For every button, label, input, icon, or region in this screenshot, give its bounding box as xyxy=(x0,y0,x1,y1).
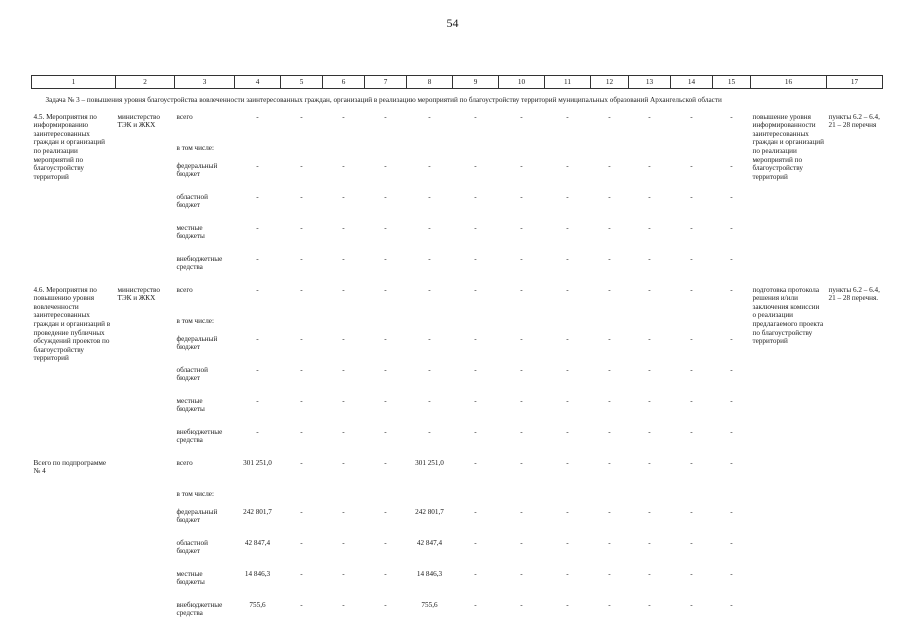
value-cell: - xyxy=(690,427,693,436)
value-cell: - xyxy=(608,223,611,232)
value-cell: 301 251,0 xyxy=(243,458,272,467)
value-cell xyxy=(453,317,499,335)
value-cell: - xyxy=(428,112,431,121)
value-cell: - xyxy=(730,569,733,578)
value-cell: - xyxy=(342,161,345,170)
value-cell: - xyxy=(342,538,345,547)
funding-source: федеральный бюджет xyxy=(176,507,218,525)
value-cell: - xyxy=(384,458,387,467)
value-cell: 42 847,4 xyxy=(244,538,271,547)
value-cell: - xyxy=(520,507,523,516)
value-cell xyxy=(453,490,499,508)
column-header: 2 xyxy=(116,76,175,89)
value-cell: - xyxy=(608,161,611,170)
funding-source: областной бюджет xyxy=(176,192,208,210)
value-cell: 301 251,0 xyxy=(415,458,444,467)
value-cell: - xyxy=(566,427,569,436)
value-cell: - xyxy=(608,334,611,343)
value-cell xyxy=(407,144,453,162)
value-cell: - xyxy=(384,538,387,547)
value-cell: - xyxy=(520,600,523,609)
value-cell xyxy=(453,144,499,162)
value-cell: - xyxy=(428,223,431,232)
value-cell xyxy=(591,144,629,162)
funding-source: областной бюджет xyxy=(176,538,208,556)
value-cell xyxy=(671,144,713,162)
value-cell: - xyxy=(384,396,387,405)
value-cell: - xyxy=(730,192,733,201)
value-cell: - xyxy=(690,161,693,170)
value-cell xyxy=(713,144,751,162)
funding-source: в том числе: xyxy=(176,489,214,498)
value-cell xyxy=(671,490,713,508)
value-cell: - xyxy=(342,396,345,405)
funding-source: местные бюджеты xyxy=(176,223,205,241)
value-cell: - xyxy=(474,538,477,547)
column-header: 16 xyxy=(751,76,827,89)
value-cell xyxy=(629,317,671,335)
value-cell: - xyxy=(300,538,303,547)
column-header: 14 xyxy=(671,76,713,89)
value-cell: - xyxy=(730,112,733,121)
value-cell xyxy=(591,490,629,508)
value-cell: - xyxy=(474,569,477,578)
funding-source: внебюджетные средства xyxy=(176,427,223,445)
value-cell: - xyxy=(342,285,345,294)
value-cell xyxy=(281,144,323,162)
expected-result: повышение уровня информированности заинтересованных граждан и организаций по реализации мероприятий по благоустройству территорий xyxy=(752,112,824,181)
value-cell: - xyxy=(384,334,387,343)
executor xyxy=(116,459,175,632)
value-cell: - xyxy=(300,285,303,294)
value-cell: - xyxy=(608,538,611,547)
value-cell: - xyxy=(300,365,303,374)
value-cell: - xyxy=(342,254,345,263)
value-cell: - xyxy=(520,427,523,436)
value-cell: - xyxy=(690,223,693,232)
value-cell: - xyxy=(474,396,477,405)
value-cell: - xyxy=(342,600,345,609)
value-cell: 755,6 xyxy=(249,600,266,609)
value-cell xyxy=(281,490,323,508)
value-cell: - xyxy=(342,223,345,232)
value-cell: - xyxy=(256,334,259,343)
value-cell: - xyxy=(730,254,733,263)
value-cell: - xyxy=(474,223,477,232)
column-header: 7 xyxy=(365,76,407,89)
value-cell: - xyxy=(300,334,303,343)
value-cell: - xyxy=(648,365,651,374)
value-cell: - xyxy=(690,112,693,121)
value-cell: - xyxy=(256,223,259,232)
table-row xyxy=(32,113,883,144)
reference-items xyxy=(827,459,883,632)
value-cell: - xyxy=(730,396,733,405)
value-cell: - xyxy=(520,192,523,201)
value-cell: - xyxy=(300,192,303,201)
value-cell: - xyxy=(608,569,611,578)
value-cell: - xyxy=(384,192,387,201)
value-cell xyxy=(545,317,591,335)
value-cell xyxy=(499,317,545,335)
funding-source: федеральный бюджет xyxy=(176,161,218,179)
header-row xyxy=(32,76,883,89)
budget-table xyxy=(31,75,883,632)
value-cell: - xyxy=(566,161,569,170)
value-cell xyxy=(323,144,365,162)
value-cell: - xyxy=(566,458,569,467)
value-cell: - xyxy=(566,334,569,343)
column-header: 8 xyxy=(407,76,453,89)
value-cell: - xyxy=(474,192,477,201)
value-cell: 755,6 xyxy=(421,600,438,609)
value-cell: - xyxy=(474,254,477,263)
page-number: 54 xyxy=(446,16,459,30)
activity-name: 4.5. Мероприятия по информированию заинтересованных граждан и организаций по реализации мероприятий по благоустройству территорий xyxy=(33,112,105,181)
value-cell: - xyxy=(256,427,259,436)
value-cell: - xyxy=(428,427,431,436)
value-cell: - xyxy=(566,507,569,516)
value-cell: - xyxy=(256,365,259,374)
value-cell: - xyxy=(566,569,569,578)
value-cell: - xyxy=(566,112,569,121)
column-header: 6 xyxy=(323,76,365,89)
value-cell: - xyxy=(474,161,477,170)
column-header: 5 xyxy=(281,76,323,89)
value-cell: - xyxy=(690,507,693,516)
value-cell: - xyxy=(342,458,345,467)
value-cell: - xyxy=(384,161,387,170)
value-cell: - xyxy=(648,396,651,405)
value-cell: - xyxy=(608,427,611,436)
value-cell: - xyxy=(300,507,303,516)
value-cell: - xyxy=(648,507,651,516)
value-cell xyxy=(235,317,281,335)
value-cell: - xyxy=(342,569,345,578)
value-cell: - xyxy=(300,427,303,436)
value-cell: - xyxy=(690,600,693,609)
value-cell: - xyxy=(428,285,431,294)
task-row xyxy=(32,89,883,113)
value-cell: - xyxy=(730,365,733,374)
value-cell xyxy=(671,317,713,335)
funding-source: внебюджетные средства xyxy=(176,254,223,272)
value-cell: - xyxy=(648,192,651,201)
value-cell xyxy=(545,490,591,508)
column-header: 10 xyxy=(499,76,545,89)
funding-source: местные бюджеты xyxy=(176,569,205,587)
funding-source: всего xyxy=(176,458,193,467)
value-cell xyxy=(323,490,365,508)
value-cell xyxy=(591,317,629,335)
value-cell: - xyxy=(520,161,523,170)
value-cell: - xyxy=(520,569,523,578)
value-cell: - xyxy=(648,334,651,343)
value-cell: - xyxy=(648,538,651,547)
value-cell: - xyxy=(608,254,611,263)
value-cell: - xyxy=(342,334,345,343)
value-cell xyxy=(499,490,545,508)
value-cell: - xyxy=(566,192,569,201)
value-cell: - xyxy=(648,285,651,294)
value-cell: - xyxy=(730,285,733,294)
value-cell: - xyxy=(428,334,431,343)
funding-source: областной бюджет xyxy=(176,365,208,383)
value-cell: - xyxy=(256,285,259,294)
value-cell: - xyxy=(648,569,651,578)
value-cell: - xyxy=(428,365,431,374)
value-cell: - xyxy=(730,507,733,516)
value-cell: - xyxy=(384,285,387,294)
value-cell: - xyxy=(474,334,477,343)
reference-items: пункты 6.2 – 6.4, 21 – 28 перечня. xyxy=(828,285,880,303)
value-cell: - xyxy=(384,254,387,263)
value-cell: - xyxy=(730,427,733,436)
value-cell xyxy=(713,490,751,508)
value-cell: - xyxy=(300,396,303,405)
value-cell: - xyxy=(608,507,611,516)
table-row xyxy=(32,286,883,317)
value-cell: - xyxy=(730,538,733,547)
value-cell: - xyxy=(342,112,345,121)
value-cell: - xyxy=(566,254,569,263)
value-cell: - xyxy=(690,458,693,467)
activity-name: Всего по подпрограмме № 4 xyxy=(33,458,107,476)
executor: министерство ТЭК и ЖКХ xyxy=(117,112,160,130)
value-cell: - xyxy=(428,254,431,263)
value-cell: - xyxy=(520,112,523,121)
reference-items: пункты 6.2 – 6.4, 21 – 28 перечня xyxy=(828,112,880,130)
value-cell: - xyxy=(384,507,387,516)
value-cell: - xyxy=(300,600,303,609)
value-cell: - xyxy=(608,458,611,467)
value-cell: - xyxy=(428,192,431,201)
funding-source: в том числе: xyxy=(176,143,214,152)
value-cell xyxy=(235,144,281,162)
value-cell: - xyxy=(520,458,523,467)
value-cell: - xyxy=(300,112,303,121)
column-header: 11 xyxy=(545,76,591,89)
value-cell: - xyxy=(648,427,651,436)
column-header: 13 xyxy=(629,76,671,89)
value-cell: - xyxy=(428,396,431,405)
funding-source: федеральный бюджет xyxy=(176,334,218,352)
column-header: 17 xyxy=(827,76,883,89)
value-cell: - xyxy=(342,427,345,436)
value-cell xyxy=(545,144,591,162)
value-cell xyxy=(365,490,407,508)
value-cell: 42 847,4 xyxy=(416,538,443,547)
value-cell: - xyxy=(342,192,345,201)
value-cell: - xyxy=(566,285,569,294)
value-cell: 14 846,3 xyxy=(416,569,443,578)
value-cell: - xyxy=(608,285,611,294)
value-cell: - xyxy=(520,396,523,405)
value-cell: - xyxy=(256,192,259,201)
value-cell xyxy=(407,490,453,508)
value-cell: - xyxy=(690,285,693,294)
value-cell: - xyxy=(730,161,733,170)
value-cell: - xyxy=(648,112,651,121)
value-cell: - xyxy=(730,600,733,609)
column-header: 3 xyxy=(175,76,235,89)
expected-result: подготовка протокола решения и/или заключения комиссии о реализации предлагаемого проекта по благоустройству территорий xyxy=(752,285,824,346)
value-cell: - xyxy=(428,161,431,170)
value-cell: - xyxy=(690,365,693,374)
funding-source: в том числе: xyxy=(176,316,214,325)
value-cell: - xyxy=(384,365,387,374)
column-header: 15 xyxy=(713,76,751,89)
value-cell: - xyxy=(608,396,611,405)
value-cell: - xyxy=(520,254,523,263)
value-cell: - xyxy=(690,569,693,578)
value-cell: - xyxy=(300,161,303,170)
value-cell: - xyxy=(520,334,523,343)
value-cell: - xyxy=(256,161,259,170)
funding-source: всего xyxy=(176,112,193,121)
funding-source: всего xyxy=(176,285,193,294)
value-cell: - xyxy=(342,507,345,516)
value-cell: - xyxy=(300,569,303,578)
value-cell: - xyxy=(520,365,523,374)
value-cell: - xyxy=(256,112,259,121)
expected-result xyxy=(751,459,827,632)
value-cell: - xyxy=(690,334,693,343)
table-row xyxy=(32,459,883,490)
value-cell: - xyxy=(566,396,569,405)
value-cell: - xyxy=(300,458,303,467)
value-cell: 242 801,7 xyxy=(415,507,444,516)
value-cell: - xyxy=(300,223,303,232)
funding-source: внебюджетные средства xyxy=(176,600,223,618)
value-cell: - xyxy=(474,507,477,516)
value-cell: - xyxy=(384,427,387,436)
value-cell: - xyxy=(474,458,477,467)
value-cell: - xyxy=(690,254,693,263)
funding-source: местные бюджеты xyxy=(176,396,205,414)
value-cell xyxy=(281,317,323,335)
value-cell: - xyxy=(648,161,651,170)
column-header: 9 xyxy=(453,76,499,89)
column-header: 4 xyxy=(235,76,281,89)
value-cell: - xyxy=(566,223,569,232)
value-cell: - xyxy=(474,600,477,609)
value-cell: 14 846,3 xyxy=(244,569,271,578)
value-cell: - xyxy=(384,600,387,609)
value-cell: - xyxy=(690,396,693,405)
column-header: 12 xyxy=(591,76,629,89)
task-title: Задача № 3 – повышения уровня благоустройства вовлеченности заинтересованных граждан, организаций в реализацию мероприятий по благоустройству территорий муниципальных образований Архангельской области xyxy=(45,96,722,104)
value-cell: - xyxy=(608,365,611,374)
value-cell xyxy=(499,144,545,162)
column-header: 1 xyxy=(32,76,116,89)
value-cell: - xyxy=(256,254,259,263)
value-cell: - xyxy=(384,112,387,121)
value-cell xyxy=(323,317,365,335)
value-cell: - xyxy=(566,365,569,374)
value-cell: - xyxy=(566,600,569,609)
value-cell: - xyxy=(384,223,387,232)
value-cell: - xyxy=(474,112,477,121)
value-cell: - xyxy=(648,254,651,263)
value-cell xyxy=(629,144,671,162)
value-cell: - xyxy=(690,538,693,547)
value-cell xyxy=(235,490,281,508)
value-cell xyxy=(407,317,453,335)
value-cell: - xyxy=(608,600,611,609)
value-cell: - xyxy=(690,192,693,201)
value-cell: - xyxy=(608,112,611,121)
value-cell xyxy=(629,490,671,508)
value-cell: - xyxy=(520,223,523,232)
value-cell: 242 801,7 xyxy=(243,507,272,516)
value-cell: - xyxy=(474,285,477,294)
value-cell: - xyxy=(474,427,477,436)
executor: министерство ТЭК и ЖКХ xyxy=(117,285,160,303)
value-cell: - xyxy=(566,538,569,547)
value-cell: - xyxy=(730,458,733,467)
value-cell: - xyxy=(520,538,523,547)
value-cell: - xyxy=(648,458,651,467)
value-cell: - xyxy=(300,254,303,263)
value-cell: - xyxy=(474,365,477,374)
value-cell: - xyxy=(730,223,733,232)
value-cell: - xyxy=(730,334,733,343)
value-cell xyxy=(713,317,751,335)
value-cell: - xyxy=(384,569,387,578)
value-cell xyxy=(365,317,407,335)
value-cell: - xyxy=(648,600,651,609)
value-cell: - xyxy=(648,223,651,232)
value-cell xyxy=(365,144,407,162)
value-cell: - xyxy=(520,285,523,294)
activity-name: 4.6. Мероприятия по повышению уровня вовлеченности заинтересованных граждан и организаций в проведение публичных обсуждений проектов по благоустройству территорий xyxy=(33,285,111,363)
value-cell: - xyxy=(342,365,345,374)
value-cell: - xyxy=(608,192,611,201)
value-cell: - xyxy=(256,396,259,405)
